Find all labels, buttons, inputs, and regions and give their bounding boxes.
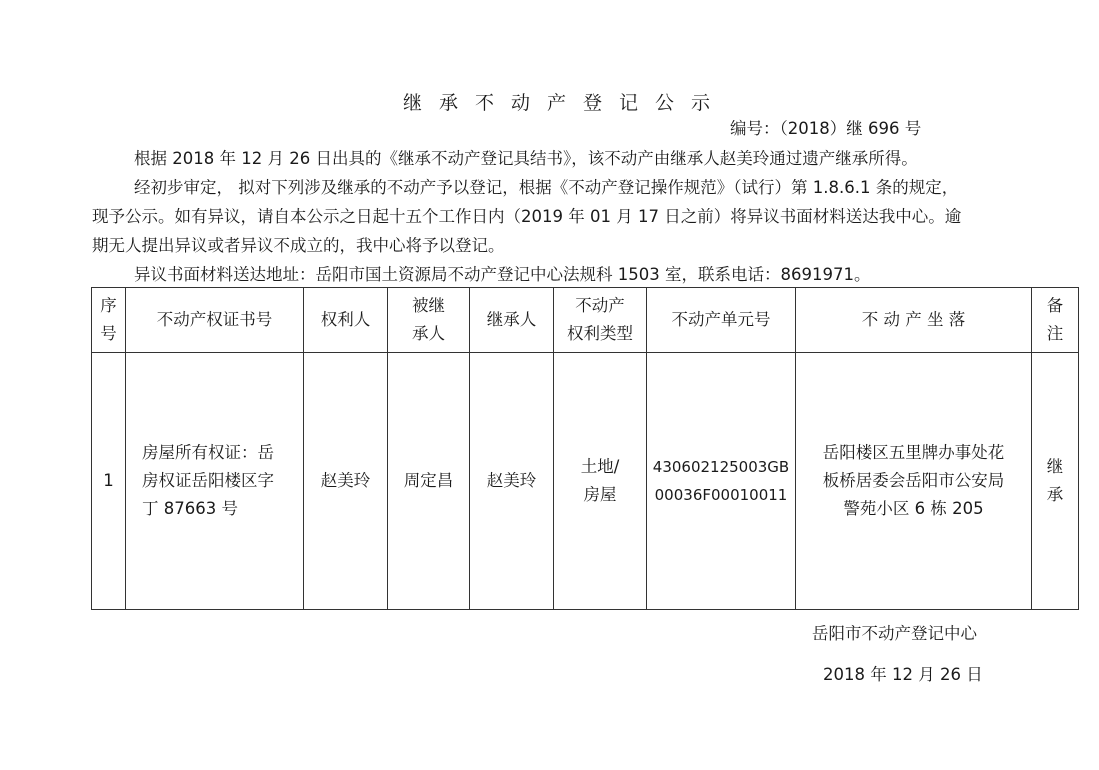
cell-unit-no: 430602125003GB 00036F00010011 <box>647 353 796 610</box>
cell-right-type: 土地/ 房屋 <box>554 353 647 610</box>
header-heir: 继承人 <box>470 288 554 353</box>
header-location: 不 动 产 坐 落 <box>796 288 1032 353</box>
paragraph-review-line3: 期无人提出异议或者异议不成立的，我中心将予以登记。 <box>92 236 505 255</box>
header-seq: 序 号 <box>92 288 126 353</box>
header-unit-no: 不动产单元号 <box>647 288 796 353</box>
document-number: 编号：（2018）继 696 号 <box>730 119 922 138</box>
table-row <box>92 353 1079 610</box>
cell-holder: 赵美玲 <box>304 353 388 610</box>
cell-decedent: 周定昌 <box>388 353 470 610</box>
paragraph-basis: 根据 2018 年 12 月 26 日出具的《继承不动产登记具结书》，该不动产由继承人赵美玲通过遗产继承所得。 <box>134 149 918 168</box>
table-header-row <box>92 288 1079 353</box>
signature-org: 岳阳市不动产登记中心 <box>812 624 977 643</box>
header-cert-no: 不动产权证书号 <box>126 288 304 353</box>
header-decedent: 被继 承人 <box>388 288 470 353</box>
header-holder: 权利人 <box>304 288 388 353</box>
header-remark: 备 注 <box>1032 288 1079 353</box>
page-title: 继承不动产登记公示 <box>402 92 727 114</box>
paragraph-review-line2: 现予公示。如有异议，请自本公示之日起十五个工作日内（2019 年 01 月 17 日之前）将异议书面材料送达我中心。逾 <box>92 207 962 226</box>
signature-date: 2018 年 12 月 26 日 <box>823 665 983 684</box>
cell-heir: 赵美玲 <box>470 353 554 610</box>
cell-location: 岳阳楼区五里牌办事处花 板桥居委会岳阳市公安局 警苑小区 6 栋 205 <box>796 353 1032 610</box>
paragraph-review-line1: 经初步审定， 拟对下列涉及继承的不动产予以登记，根据《不动产登记操作规范》（试行）第 1.8.6.1 条的规定， <box>134 178 959 197</box>
header-right-type: 不动产 权利类型 <box>554 288 647 353</box>
cell-cert-no: 房屋所有权证：岳 房权证岳阳楼区字 丁 87663 号 <box>126 353 304 610</box>
registration-table <box>91 287 1079 610</box>
paragraph-objection-address: 异议书面材料送达地址：岳阳市国土资源局不动产登记中心法规科 1503 室，联系电话：8691971。 <box>134 265 871 284</box>
cell-seq: 1 <box>92 353 126 610</box>
cell-remark: 继 承 <box>1032 353 1079 610</box>
